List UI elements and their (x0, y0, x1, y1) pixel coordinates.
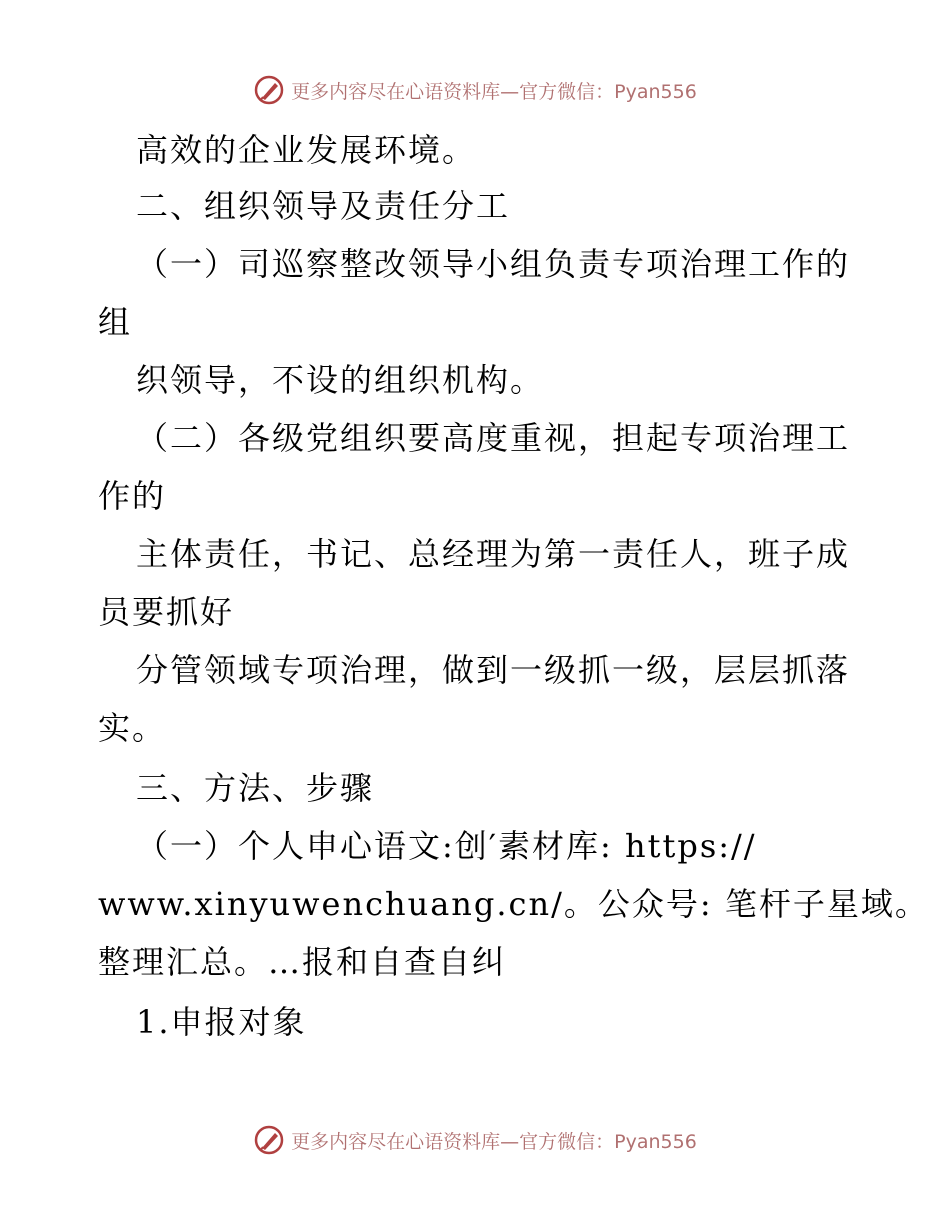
text-line: （一）个人申心语文:创′素材库: https:// (136, 827, 757, 865)
footer-watermark (0, 1120, 950, 1160)
text-line: （一）司巡察整改领导小组负责专项治理工作的 (136, 245, 851, 283)
text-line: 整理汇总。…报和自查自纠 (98, 943, 507, 981)
text-line: 作的 (98, 477, 167, 515)
text-line: （二）各级党组织要高度重视，担起专项治理工 (136, 419, 851, 457)
text-line: www.xinyuwenchuang.cn/。公众号: 笔杆子星域。 (98, 885, 929, 923)
text-line: 高效的企业发展环境。 (136, 131, 477, 169)
watermark-text: 更多内容尽在心语资料库—官方微信：Pyan556 (291, 80, 697, 103)
section-heading: 三、方法、步骤 (136, 769, 375, 807)
text-line: 主体责任，书记、总经理为第一责任人，班子成 (136, 535, 851, 573)
text-line: 织领导，不设的组织机构。 (136, 361, 545, 399)
quill-pen-seal-icon (253, 1124, 285, 1156)
text-line: 1.申报对象 (136, 1003, 307, 1041)
text-line: 员要抓好 (98, 593, 235, 631)
text-line: 分管领域专项治理，做到一级抓一级，层层抓落 (136, 651, 851, 689)
text-line: 实。 (98, 709, 167, 747)
text-line: 组 (98, 303, 133, 341)
section-heading: 二、组织领导及责任分工 (136, 187, 511, 225)
watermark-text: 更多内容尽在心语资料库—官方微信：Pyan556 (291, 1130, 697, 1153)
